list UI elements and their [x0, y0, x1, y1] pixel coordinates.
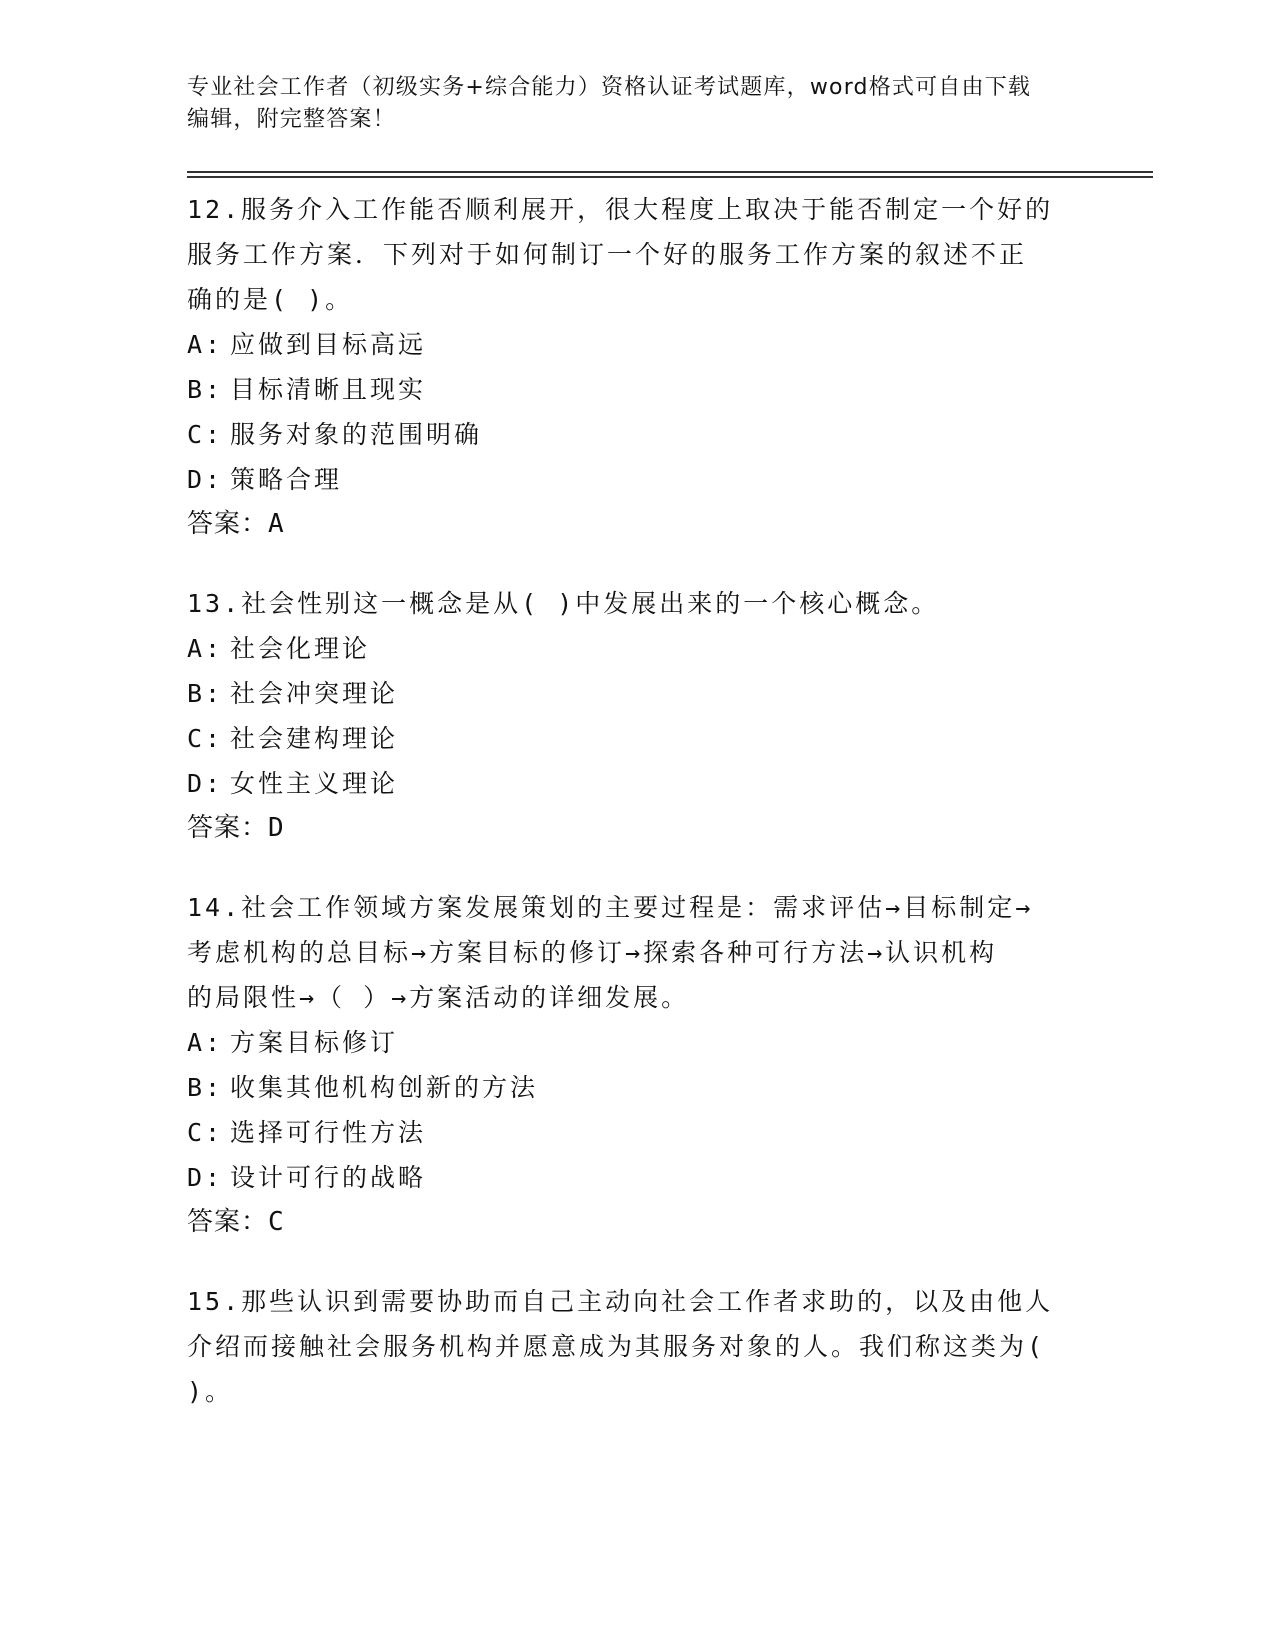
answer-value: A [268, 509, 285, 539]
header-rule-top [187, 171, 1153, 173]
question-text-line: 确的是( )。 [187, 285, 354, 314]
option-text: 策略合理 [230, 465, 343, 494]
question-text-line: 13.社会性别这一概念是从( )中发展出来的一个核心概念。 [187, 589, 940, 618]
question-14 [187, 885, 1067, 1245]
question-15 [187, 1279, 1067, 1414]
question-text-line: 12.服务介入工作能否顺利展开，很大程度上取决于能否制定一个好的 [187, 195, 1054, 224]
answer [187, 502, 1067, 547]
option-text: 服务对象的范围明确 [230, 420, 483, 449]
option-label: A: [187, 330, 224, 359]
question-text-line: 14.社会工作领域方案发展策划的主要过程是：需求评估→目标制定→ [187, 893, 1034, 922]
answer-value: D [268, 813, 285, 843]
option-label: B: [187, 679, 224, 708]
answer-label: 答案： [187, 509, 269, 539]
question-text-line: 服务工作方案．下列对于如何制订一个好的服务工作方案的叙述不正 [187, 240, 1028, 269]
option-b [187, 1065, 1067, 1110]
question-text-line: )。 [187, 1377, 234, 1406]
option-a [187, 322, 1067, 367]
option-c [187, 716, 1067, 761]
option-label: D: [187, 769, 224, 798]
answer-label: 答案： [187, 1207, 269, 1237]
option-d [187, 1155, 1067, 1200]
option-label: C: [187, 420, 224, 449]
question-text-line: 15.那些认识到需要协助而自己主动向社会工作者求助的，以及由他人 [187, 1287, 1054, 1316]
question-list [187, 187, 1067, 1448]
answer-value: C [268, 1207, 285, 1237]
option-text: 社会化理论 [230, 634, 371, 663]
option-label: B: [187, 1073, 224, 1102]
option-label: D: [187, 1163, 224, 1192]
option-c [187, 412, 1067, 457]
option-text: 收集其他机构创新的方法 [230, 1073, 539, 1102]
option-text: 目标清晰且现实 [230, 375, 427, 404]
option-label: C: [187, 724, 224, 753]
option-text: 社会建构理论 [230, 724, 399, 753]
header-rule-bottom [187, 176, 1153, 178]
question-text-line: 的局限性→（ ）→方案活动的详细发展。 [187, 983, 690, 1012]
option-b [187, 671, 1067, 716]
option-label: A: [187, 1028, 224, 1057]
option-text: 女性主义理论 [230, 769, 399, 798]
option-text: 方案目标修订 [230, 1028, 399, 1057]
option-text: 社会冲突理论 [230, 679, 399, 708]
answer-label: 答案： [187, 813, 269, 843]
header-line-1: 专业社会工作者（初级实务+综合能力）资格认证考试题库，word格式可自由下载 [187, 75, 1032, 100]
option-a [187, 1020, 1067, 1065]
option-text: 应做到目标高远 [230, 330, 427, 359]
question-text-line: 介绍而接触社会服务机构并愿意成为其服务对象的人。我们称这类为( [187, 1332, 1046, 1361]
question-13 [187, 581, 1067, 851]
option-c [187, 1110, 1067, 1155]
question-text-line: 考虑机构的总目标→方案目标的修订→探索各种可行方法→认识机构 [187, 938, 998, 967]
option-text: 设计可行的战略 [230, 1163, 427, 1192]
answer [187, 806, 1067, 851]
option-label: D: [187, 465, 224, 494]
answer [187, 1200, 1067, 1245]
option-a [187, 626, 1067, 671]
option-d [187, 761, 1067, 806]
question-12 [187, 187, 1067, 547]
option-label: B: [187, 375, 224, 404]
option-text: 选择可行性方法 [230, 1118, 427, 1147]
option-d [187, 457, 1067, 502]
option-label: C: [187, 1118, 224, 1147]
header-line-2: 编辑，附完整答案！ [187, 107, 396, 132]
option-label: A: [187, 634, 224, 663]
option-b [187, 367, 1067, 412]
